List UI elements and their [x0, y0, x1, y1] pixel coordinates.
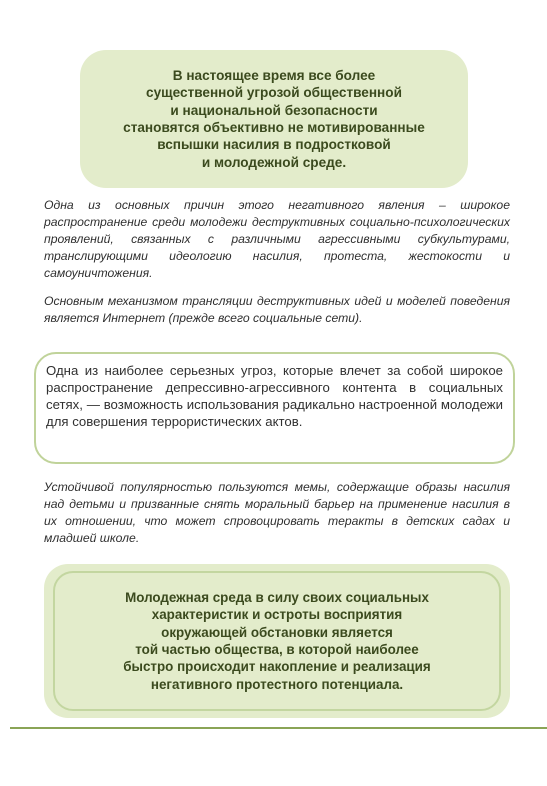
bottom-callout-inner [53, 571, 501, 711]
top-callout-text: В настоящее время все более существенной угрозой общественной и национальной безопасности становятся объективно не мотивированные вспышки насилия в подростковой и молодежной среде. [123, 67, 425, 170]
bottom-callout-text: Молодежная среда в силу своих социальных характеристик и остроты восприятия окружающей обстановки является той частью общества, в которой наиболее быстро происходит накопление и реализация негативного протестного потенциала. [123, 589, 431, 692]
middle-callout [34, 352, 515, 464]
middle-callout-text: Одна из наиболее серьезных угроз, которые влечет за собой широкое распространение депрессивно-агрессивного контента в социальных сетях, — возможность использования радикально настроенной молодежи для совершения террористических актов. [46, 363, 503, 429]
bottom-callout [44, 564, 510, 718]
footer-divider [10, 727, 547, 729]
paragraph-internet: Основным механизмом трансляции деструктивных идей и моделей поведения является Интернет (прежде всего социальные сети). [44, 294, 510, 325]
paragraph-causes: Одна из основных причин этого негативного явления – широкое распространение среди молодежи деструктивных социально-психологических проявлений, связанных с различными агрессивными субкультурами, транслирующими идеологию насилия, протеста, жестокости и самоуничтожения. [44, 198, 510, 280]
top-callout [80, 50, 468, 188]
paragraph-memes: Устойчивой популярностью пользуются мемы, содержащие образы насилия над детьми и призванные снять моральный барьер на применение насилия в их отношении, что может спровоцировать теракты в детских садах и младшей школе. [44, 480, 510, 545]
